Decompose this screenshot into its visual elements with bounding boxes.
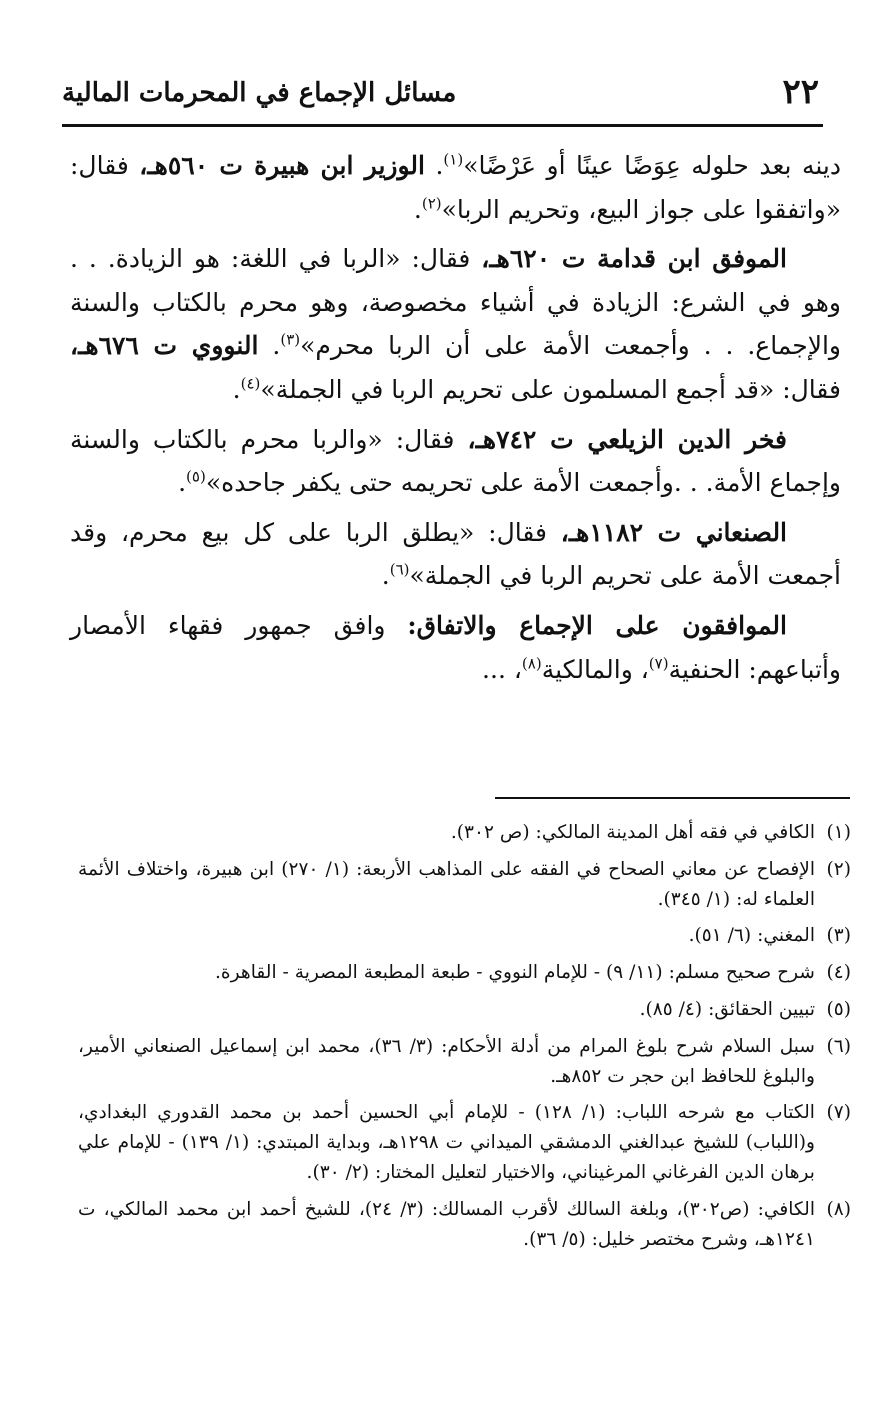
footnote-text: سبل السلام شرح بلوغ المرام من أدلة الأحكام: (٣/ ٣٦)، محمد ابن إسماعيل الصنعاني الأمير، والبلوغ للحافظ ابن حجر ت ٨٥٢هـ. (78, 1035, 815, 1087)
footnote-number: (٥) (826, 998, 851, 1020)
bold-name: فخر الدين الزيلعي ت ٧٤٢هـ، (467, 424, 787, 454)
footnote-ref: (٦) (389, 561, 410, 580)
footnote-text: شرح صحيح مسلم: (١١/ ٩) - للإمام النووي - طبعة المطبعة المصرية - القاهرة. (215, 962, 815, 984)
paragraph-3 (70, 418, 841, 505)
footnote-ref: (٤) (240, 374, 261, 393)
bold-name: الوزير ابن هبيرة ت ٥٦٠هـ، (139, 151, 425, 180)
footnote-item (78, 921, 851, 951)
bold-name: النووي ت ٦٧٦هـ، (70, 331, 259, 361)
footnote-item (78, 855, 851, 915)
footnote-item (78, 958, 851, 988)
footnote-text: المغني: (٦/ ٥١). (688, 925, 815, 947)
text-run: دينه بعد حلوله عِوَضًا عينًا أو عَرْضًا» (463, 151, 841, 180)
footnote-ref: (٨) (521, 654, 542, 673)
footnote-number: (٤) (826, 962, 851, 984)
footnote-text: تبيين الحقائق: (٤/ ٨٥). (639, 998, 815, 1020)
paragraph-5 (70, 604, 841, 691)
footnote-item (78, 995, 851, 1025)
main-text (70, 144, 841, 691)
footnotes (78, 818, 851, 1261)
footnote-number: (٢) (826, 858, 851, 880)
footnote-text: الكافي: (ص٣٠٢)، وبلغة السالك لأقرب المسالك: (٣/ ٢٤)، للشيخ أحمد ابن محمد المالكي، ت ١٢٤١هـ، وشرح مختصر خليل: (٥/ ٣٦). (78, 1198, 816, 1250)
footnote-ref: (١) (443, 150, 464, 169)
footnote-item (78, 1098, 851, 1187)
bold-name: الموفق ابن قدامة ت ٦٢٠هـ، (481, 244, 787, 274)
footnote-number: (٣) (826, 925, 851, 947)
footnote-item (78, 818, 851, 848)
running-title: مسائل الإجماع في المحرمات المالية (62, 78, 457, 108)
footnote-number: (٦) (826, 1035, 851, 1057)
page-header (62, 72, 823, 122)
paragraph-4 (70, 511, 841, 598)
footnote-item (78, 1195, 851, 1255)
footnote-ref: (٢) (421, 194, 442, 213)
text-run: . (413, 194, 422, 224)
footnote-text: الإفصاح عن معاني الصحاح في الفقه على المذاهب الأربعة: (١/ ٢٧٠) ابن هبيرة، واختلاف الأئمة العلماء له: (١/ ٣٤٥). (78, 858, 816, 910)
paragraph-1 (70, 144, 841, 231)
footnote-ref: (٥) (186, 467, 206, 486)
footnote-ref: (٣) (280, 331, 301, 350)
footnote-number: (٨) (826, 1198, 851, 1220)
text-run: فقال: «يطلق الربا على كل بيع محرم، وقد أجمعت الأمة على تحريم الربا في الجملة» (70, 517, 841, 591)
footnote-item (78, 1032, 851, 1092)
bold-name: الصنعاني ت ١١٨٢هـ، (560, 517, 788, 547)
page-number: ٢٢ (782, 72, 819, 112)
header-rule (62, 124, 823, 127)
footnote-ref: (٧) (648, 654, 669, 673)
text-run: وافق جمهور فقهاء الأمصار وأتباعهم: الحنفية (70, 610, 841, 684)
footnote-text: الكافي في فقه أهل المدينة المالكي: (ص ٣٠٢). (450, 822, 815, 843)
text-run: . (258, 331, 281, 361)
text-run: فقال: «واتفقوا على جواز البيع، وتحريم الربا» (70, 151, 841, 224)
section-heading: الموافقون على الإجماع والاتفاق: (407, 610, 787, 640)
text-run: . (178, 468, 187, 498)
footnote-number: (٧) (826, 1102, 851, 1124)
text-run: . (424, 151, 444, 180)
paragraph-2 (70, 237, 841, 411)
text-run: ، والمالكية (541, 654, 649, 684)
text-run: فقال: «والربا محرم بالكتاب والسنة وإجماع الأمة. . .وأجمعت الأمة على تحريمه حتى يكفر جاحده» (70, 424, 841, 498)
footnote-separator (495, 797, 850, 799)
footnote-number: (١) (826, 822, 851, 843)
text-run: . (232, 374, 241, 404)
text-run: . (381, 561, 390, 591)
text-run: ، ... (482, 654, 522, 684)
text-run: فقال: «قد أجمع المسلمون على تحريم الربا في الجملة» (260, 374, 841, 404)
text-run: فقال: «الربا في اللغة: هو الزيادة. . . وهو في الشرع: الزيادة في أشياء مخصوصة، وهو محرم بالكتاب والسنة والإجماع. . . وأجمعت الأمة على أن الربا محرم» (70, 244, 842, 361)
footnote-text: الكتاب مع شرحه اللباب: (١/ ١٢٨) - للإمام أبي الحسين أحمد بن محمد القدوري البغدادي، و(اللباب) للشيخ عبدالغني الدمشقي الميداني ت ١٢٩٨هـ، وبداية المبتدي: (١/ ١٣٩) - للإمام علي برهان الدين الفرغاني المرغيناني، والاختيار لتعليل المختار: (٢/ ٣٠). (78, 1102, 816, 1183)
